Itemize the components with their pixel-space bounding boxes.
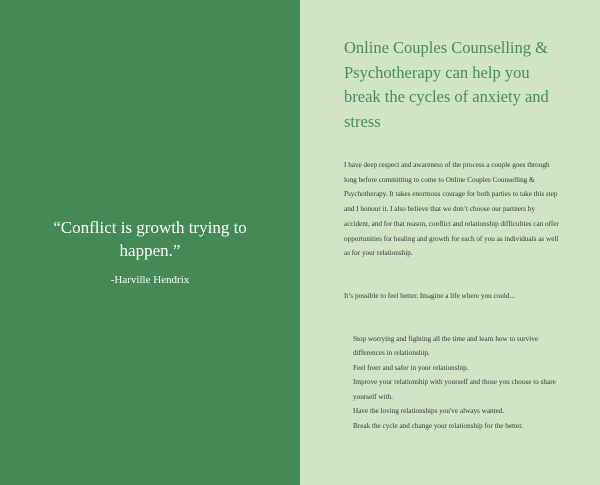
list-item: Feel freer and safer in your relationship. (353, 363, 469, 372)
quote-author: -Harville Hendrix (110, 274, 190, 286)
intro-paragraph: I have deep respect and awareness of the process a couple goes through long before committing to come to Online Couples Counselling & Psychotherapy. It takes enormous courage for both parties to take this step and I honour it. I also believe that we don’t choose our partners by accident, and for that reason, conflict and relationship difficulties can offer opportunities for healing and growth for each of you as individuals as well as for your relationship. (344, 161, 559, 258)
section-heading: Online Couples Counselling & Psychotherapy can help you break the cycles of anxiety and stress (344, 38, 549, 131)
list-item: Improve your relationship with yourself and those you choose to share yourself with. (353, 378, 556, 401)
list-item: Stop worrying and fighting all the time and learn how to survive differences in relationship. (353, 334, 539, 358)
quote-block (0, 216, 300, 286)
lead-sentence: It’s possible to feel better. Imagine a life where you could... (344, 291, 515, 300)
list-item: Break the cycle and change your relationship for the better. (353, 421, 524, 430)
quote-text: “Conflict is growth trying to happen.” (53, 218, 247, 260)
benefits-list (344, 332, 560, 434)
content-panel (300, 0, 600, 485)
list-item: Have the loving relationships you've always wanted. (353, 407, 505, 416)
